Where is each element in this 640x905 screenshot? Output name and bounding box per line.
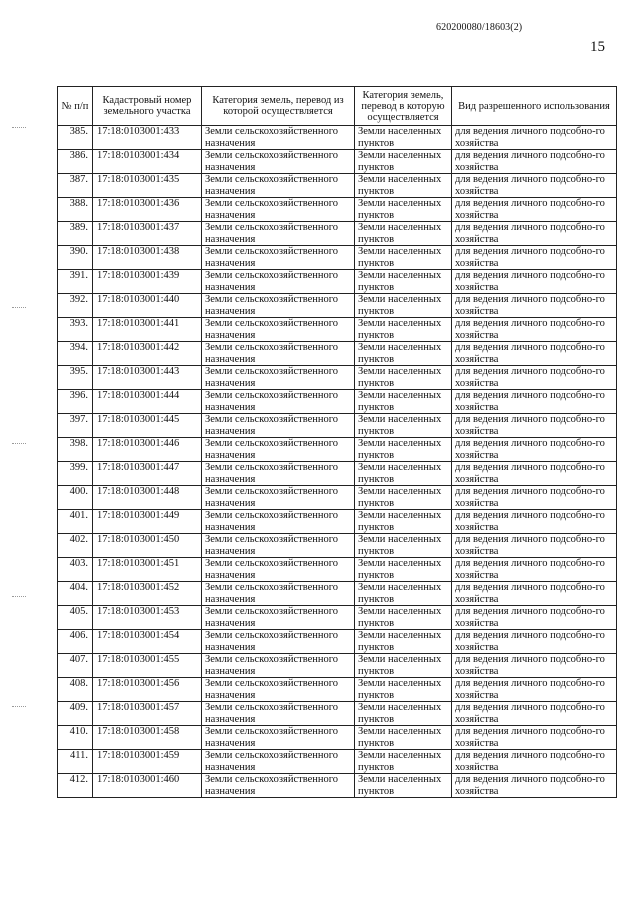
category-to: Земли населенных пунктов	[355, 174, 452, 198]
permitted-use: для ведения личного подсобно-го хозяйства	[452, 342, 617, 366]
permitted-use: для ведения личного подсобно-го хозяйства	[452, 558, 617, 582]
category-to: Земли населенных пунктов	[355, 654, 452, 678]
permitted-use: для ведения личного подсобно-го хозяйства	[452, 318, 617, 342]
table-header-row	[58, 87, 617, 126]
permitted-use: для ведения личного подсобно-го хозяйства	[452, 750, 617, 774]
cadastral-number: 17:18:0103001:445	[93, 414, 202, 438]
category-from: Земли сельскохозяйственного назначения	[202, 342, 355, 366]
permitted-use: для ведения личного подсобно-го хозяйства	[452, 126, 617, 150]
cadastral-number: 17:18:0103001:456	[93, 678, 202, 702]
category-from: Земли сельскохозяйственного назначения	[202, 774, 355, 798]
row-number: 399.	[58, 462, 93, 486]
table-row	[58, 390, 617, 414]
category-to: Земли населенных пунктов	[355, 150, 452, 174]
row-number: 412.	[58, 774, 93, 798]
category-from: Земли сельскохозяйственного назначения	[202, 222, 355, 246]
category-from: Земли сельскохозяйственного назначения	[202, 726, 355, 750]
category-to: Земли населенных пунктов	[355, 630, 452, 654]
row-number: 388.	[58, 198, 93, 222]
row-number: 404.	[58, 582, 93, 606]
permitted-use: для ведения личного подсобно-го хозяйства	[452, 486, 617, 510]
category-to: Земли населенных пунктов	[355, 702, 452, 726]
cadastral-number: 17:18:0103001:435	[93, 174, 202, 198]
permitted-use: для ведения личного подсобно-го хозяйства	[452, 246, 617, 270]
row-number: 391.	[58, 270, 93, 294]
column-header-category-from: Категория земель, перевод из которой осуществляется	[202, 87, 355, 126]
table-row	[58, 702, 617, 726]
row-number: 401.	[58, 510, 93, 534]
cadastral-number: 17:18:0103001:438	[93, 246, 202, 270]
cadastral-number: 17:18:0103001:437	[93, 222, 202, 246]
cadastral-number: 17:18:0103001:454	[93, 630, 202, 654]
category-from: Земли сельскохозяйственного назначения	[202, 582, 355, 606]
column-header-cadastral: Кадастровый номер земельного участка	[93, 87, 202, 126]
permitted-use: для ведения личного подсобно-го хозяйства	[452, 582, 617, 606]
permitted-use: для ведения личного подсобно-го хозяйства	[452, 150, 617, 174]
table-row	[58, 606, 617, 630]
column-header-category-to: Категория земель, перевод в которую осуществляется	[355, 87, 452, 126]
category-from: Земли сельскохозяйственного назначения	[202, 294, 355, 318]
cadastral-number: 17:18:0103001:458	[93, 726, 202, 750]
row-number: 405.	[58, 606, 93, 630]
margin-mark	[12, 307, 26, 308]
table-row	[58, 558, 617, 582]
row-number: 390.	[58, 246, 93, 270]
category-from: Земли сельскохозяйственного назначения	[202, 630, 355, 654]
permitted-use: для ведения личного подсобно-го хозяйства	[452, 294, 617, 318]
category-to: Земли населенных пунктов	[355, 342, 452, 366]
margin-mark	[12, 596, 26, 597]
table-row	[58, 246, 617, 270]
table-row	[58, 222, 617, 246]
category-from: Земли сельскохозяйственного назначения	[202, 486, 355, 510]
column-header-permitted-use: Вид разрешенного использования	[452, 87, 617, 126]
table-row	[58, 486, 617, 510]
cadastral-number: 17:18:0103001:442	[93, 342, 202, 366]
permitted-use: для ведения личного подсобно-го хозяйства	[452, 414, 617, 438]
cadastral-number: 17:18:0103001:447	[93, 462, 202, 486]
category-to: Земли населенных пунктов	[355, 270, 452, 294]
category-to: Земли населенных пунктов	[355, 198, 452, 222]
category-to: Земли населенных пунктов	[355, 606, 452, 630]
cadastral-number: 17:18:0103001:457	[93, 702, 202, 726]
category-from: Земли сельскохозяйственного назначения	[202, 366, 355, 390]
category-to: Земли населенных пунктов	[355, 414, 452, 438]
permitted-use: для ведения личного подсобно-го хозяйства	[452, 510, 617, 534]
category-to: Земли населенных пунктов	[355, 366, 452, 390]
row-number: 395.	[58, 366, 93, 390]
table-row	[58, 774, 617, 798]
permitted-use: для ведения личного подсобно-го хозяйства	[452, 678, 617, 702]
category-from: Земли сельскохозяйственного назначения	[202, 678, 355, 702]
category-to: Земли населенных пунктов	[355, 126, 452, 150]
row-number: 389.	[58, 222, 93, 246]
category-from: Земли сельскохозяйственного назначения	[202, 390, 355, 414]
row-number: 394.	[58, 342, 93, 366]
row-number: 410.	[58, 726, 93, 750]
cadastral-number: 17:18:0103001:436	[93, 198, 202, 222]
row-number: 397.	[58, 414, 93, 438]
category-to: Земли населенных пунктов	[355, 222, 452, 246]
permitted-use: для ведения личного подсобно-го хозяйства	[452, 726, 617, 750]
cadastral-number: 17:18:0103001:455	[93, 654, 202, 678]
table-row	[58, 678, 617, 702]
category-from: Земли сельскохозяйственного назначения	[202, 750, 355, 774]
category-to: Земли населенных пунктов	[355, 390, 452, 414]
category-from: Земли сельскохозяйственного назначения	[202, 174, 355, 198]
category-from: Земли сельскохозяйственного назначения	[202, 438, 355, 462]
cadastral-number: 17:18:0103001:446	[93, 438, 202, 462]
row-number: 400.	[58, 486, 93, 510]
category-from: Земли сельскохозяйственного назначения	[202, 606, 355, 630]
row-number: 393.	[58, 318, 93, 342]
category-from: Земли сельскохозяйственного назначения	[202, 654, 355, 678]
cadastral-number: 17:18:0103001:440	[93, 294, 202, 318]
category-to: Земли населенных пунктов	[355, 750, 452, 774]
cadastral-number: 17:18:0103001:453	[93, 606, 202, 630]
table-row	[58, 534, 617, 558]
category-to: Земли населенных пунктов	[355, 486, 452, 510]
margin-mark	[12, 127, 26, 128]
row-number: 392.	[58, 294, 93, 318]
table-row	[58, 294, 617, 318]
category-from: Земли сельскохозяйственного назначения	[202, 510, 355, 534]
permitted-use: для ведения личного подсобно-го хозяйства	[452, 222, 617, 246]
table-row	[58, 438, 617, 462]
cadastral-number: 17:18:0103001:452	[93, 582, 202, 606]
permitted-use: для ведения личного подсобно-го хозяйства	[452, 702, 617, 726]
category-to: Земли населенных пунктов	[355, 558, 452, 582]
cadastral-number: 17:18:0103001:449	[93, 510, 202, 534]
row-number: 398.	[58, 438, 93, 462]
table-row	[58, 654, 617, 678]
category-from: Земли сельскохозяйственного назначения	[202, 126, 355, 150]
land-plots-table	[57, 86, 617, 798]
category-to: Земли населенных пунктов	[355, 438, 452, 462]
category-to: Земли населенных пунктов	[355, 678, 452, 702]
cadastral-number: 17:18:0103001:451	[93, 558, 202, 582]
permitted-use: для ведения личного подсобно-го хозяйства	[452, 606, 617, 630]
table-row	[58, 630, 617, 654]
cadastral-number: 17:18:0103001:460	[93, 774, 202, 798]
permitted-use: для ведения личного подсобно-го хозяйства	[452, 534, 617, 558]
category-to: Земли населенных пунктов	[355, 462, 452, 486]
cadastral-number: 17:18:0103001:459	[93, 750, 202, 774]
category-to: Земли населенных пунктов	[355, 294, 452, 318]
category-from: Земли сельскохозяйственного назначения	[202, 318, 355, 342]
margin-mark	[12, 443, 26, 444]
cadastral-number: 17:18:0103001:434	[93, 150, 202, 174]
category-from: Земли сельскохозяйственного назначения	[202, 198, 355, 222]
table-body	[58, 126, 617, 798]
category-from: Земли сельскохозяйственного назначения	[202, 462, 355, 486]
row-number: 403.	[58, 558, 93, 582]
row-number: 387.	[58, 174, 93, 198]
row-number: 407.	[58, 654, 93, 678]
permitted-use: для ведения личного подсобно-го хозяйства	[452, 462, 617, 486]
category-to: Земли населенных пунктов	[355, 534, 452, 558]
permitted-use: для ведения личного подсобно-го хозяйства	[452, 198, 617, 222]
row-number: 386.	[58, 150, 93, 174]
table-row	[58, 366, 617, 390]
row-number: 396.	[58, 390, 93, 414]
table-row	[58, 582, 617, 606]
category-from: Земли сельскохозяйственного назначения	[202, 246, 355, 270]
category-from: Земли сельскохозяйственного назначения	[202, 150, 355, 174]
table-row	[58, 126, 617, 150]
row-number: 406.	[58, 630, 93, 654]
permitted-use: для ведения личного подсобно-го хозяйства	[452, 174, 617, 198]
category-to: Земли населенных пунктов	[355, 246, 452, 270]
table-row	[58, 198, 617, 222]
cadastral-number: 17:18:0103001:443	[93, 366, 202, 390]
category-from: Земли сельскохозяйственного назначения	[202, 534, 355, 558]
cadastral-number: 17:18:0103001:439	[93, 270, 202, 294]
page-number: 15	[590, 39, 605, 55]
column-header-number: № п/п	[58, 87, 93, 126]
cadastral-number: 17:18:0103001:444	[93, 390, 202, 414]
category-to: Земли населенных пунктов	[355, 510, 452, 534]
table-row	[58, 750, 617, 774]
land-plots-table-container	[57, 86, 616, 798]
table-row	[58, 318, 617, 342]
table-row	[58, 270, 617, 294]
permitted-use: для ведения личного подсобно-го хозяйства	[452, 654, 617, 678]
category-from: Земли сельскохозяйственного назначения	[202, 558, 355, 582]
margin-mark	[12, 706, 26, 707]
permitted-use: для ведения личного подсобно-го хозяйства	[452, 390, 617, 414]
table-row	[58, 414, 617, 438]
cadastral-number: 17:18:0103001:441	[93, 318, 202, 342]
cadastral-number: 17:18:0103001:450	[93, 534, 202, 558]
row-number: 409.	[58, 702, 93, 726]
category-to: Земли населенных пунктов	[355, 774, 452, 798]
row-number: 408.	[58, 678, 93, 702]
category-to: Земли населенных пунктов	[355, 318, 452, 342]
table-row	[58, 462, 617, 486]
table-row	[58, 150, 617, 174]
permitted-use: для ведения личного подсобно-го хозяйства	[452, 270, 617, 294]
category-from: Земли сельскохозяйственного назначения	[202, 270, 355, 294]
row-number: 385.	[58, 126, 93, 150]
document-code: 620200080/18603(2)	[436, 22, 523, 33]
row-number: 402.	[58, 534, 93, 558]
permitted-use: для ведения личного подсобно-го хозяйства	[452, 438, 617, 462]
cadastral-number: 17:18:0103001:433	[93, 126, 202, 150]
table-row	[58, 510, 617, 534]
permitted-use: для ведения личного подсобно-го хозяйства	[452, 366, 617, 390]
category-from: Земли сельскохозяйственного назначения	[202, 702, 355, 726]
category-to: Земли населенных пунктов	[355, 726, 452, 750]
row-number: 411.	[58, 750, 93, 774]
permitted-use: для ведения личного подсобно-го хозяйства	[452, 774, 617, 798]
category-to: Земли населенных пунктов	[355, 582, 452, 606]
table-row	[58, 726, 617, 750]
permitted-use: для ведения личного подсобно-го хозяйства	[452, 630, 617, 654]
category-from: Земли сельскохозяйственного назначения	[202, 414, 355, 438]
table-row	[58, 342, 617, 366]
table-row	[58, 174, 617, 198]
cadastral-number: 17:18:0103001:448	[93, 486, 202, 510]
